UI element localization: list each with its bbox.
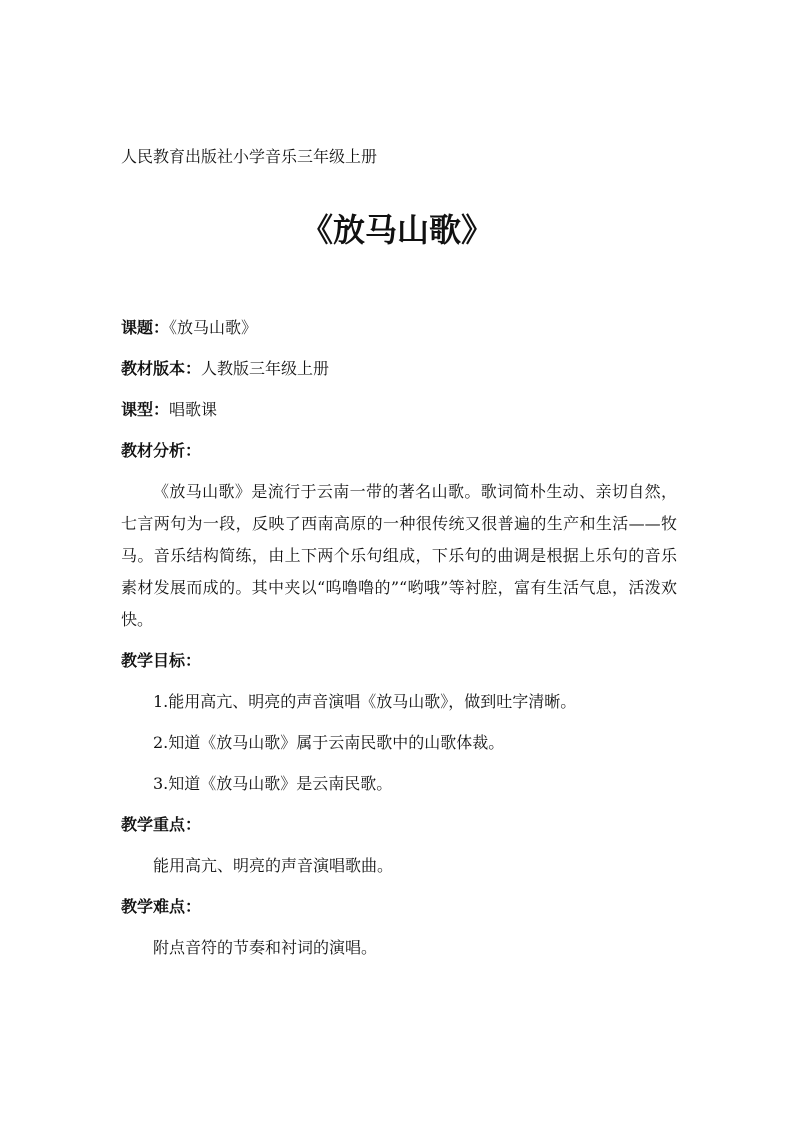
objective-item-3: 3.知道《放马山歌》是云南民歌。 [153,774,393,793]
key-point-heading: 教学重点： [121,815,202,834]
analysis-heading: 教材分析： [121,441,202,460]
key-point-text: 能用高亢、明亮的声音演唱歌曲。 [153,856,394,875]
type-row [121,394,677,435]
edition-value: 人教版三年级上册 [201,359,330,378]
edition-row [121,353,677,394]
topic-row [121,312,677,353]
type-value: 唱歌课 [169,400,218,419]
edition-label: 教材版本： [121,359,202,378]
topic-label: 课题： [121,318,170,337]
analysis-paragraph: 《放马山歌》是流行于云南一带的著名山歌。歌词简朴生动、亲切自然，七言两句为一段，反映了西南高原的一种很传统又很普遍的生产和生活——牧马。音乐结构简练，由上下两个乐句组成，下乐句的曲调是根据上乐句的音乐素材发展而成的。其中夹以“呜噜噜的”“哟哦”等衬腔，富有生活气息，活泼欢快。 [121,482,677,629]
objective-item-2: 2.知道《放马山歌》属于云南民歌中的山歌体裁。 [153,733,505,752]
objective-item-1: 1.能用高亢、明亮的声音演唱《放马山歌》，做到吐字清晰。 [153,692,577,711]
topic-value: 《放马山歌》 [169,318,258,337]
publisher-line: 人民教育出版社小学音乐三年级上册 [121,147,378,166]
objectives-heading: 教学目标： [121,651,202,670]
document-body [121,312,677,973]
type-label: 课型： [121,400,170,419]
document-title: 《放马山歌》 [300,211,493,249]
difficulty-text: 附点音符的节奏和衬词的演唱。 [153,938,378,957]
difficulty-heading: 教学难点： [121,897,202,916]
